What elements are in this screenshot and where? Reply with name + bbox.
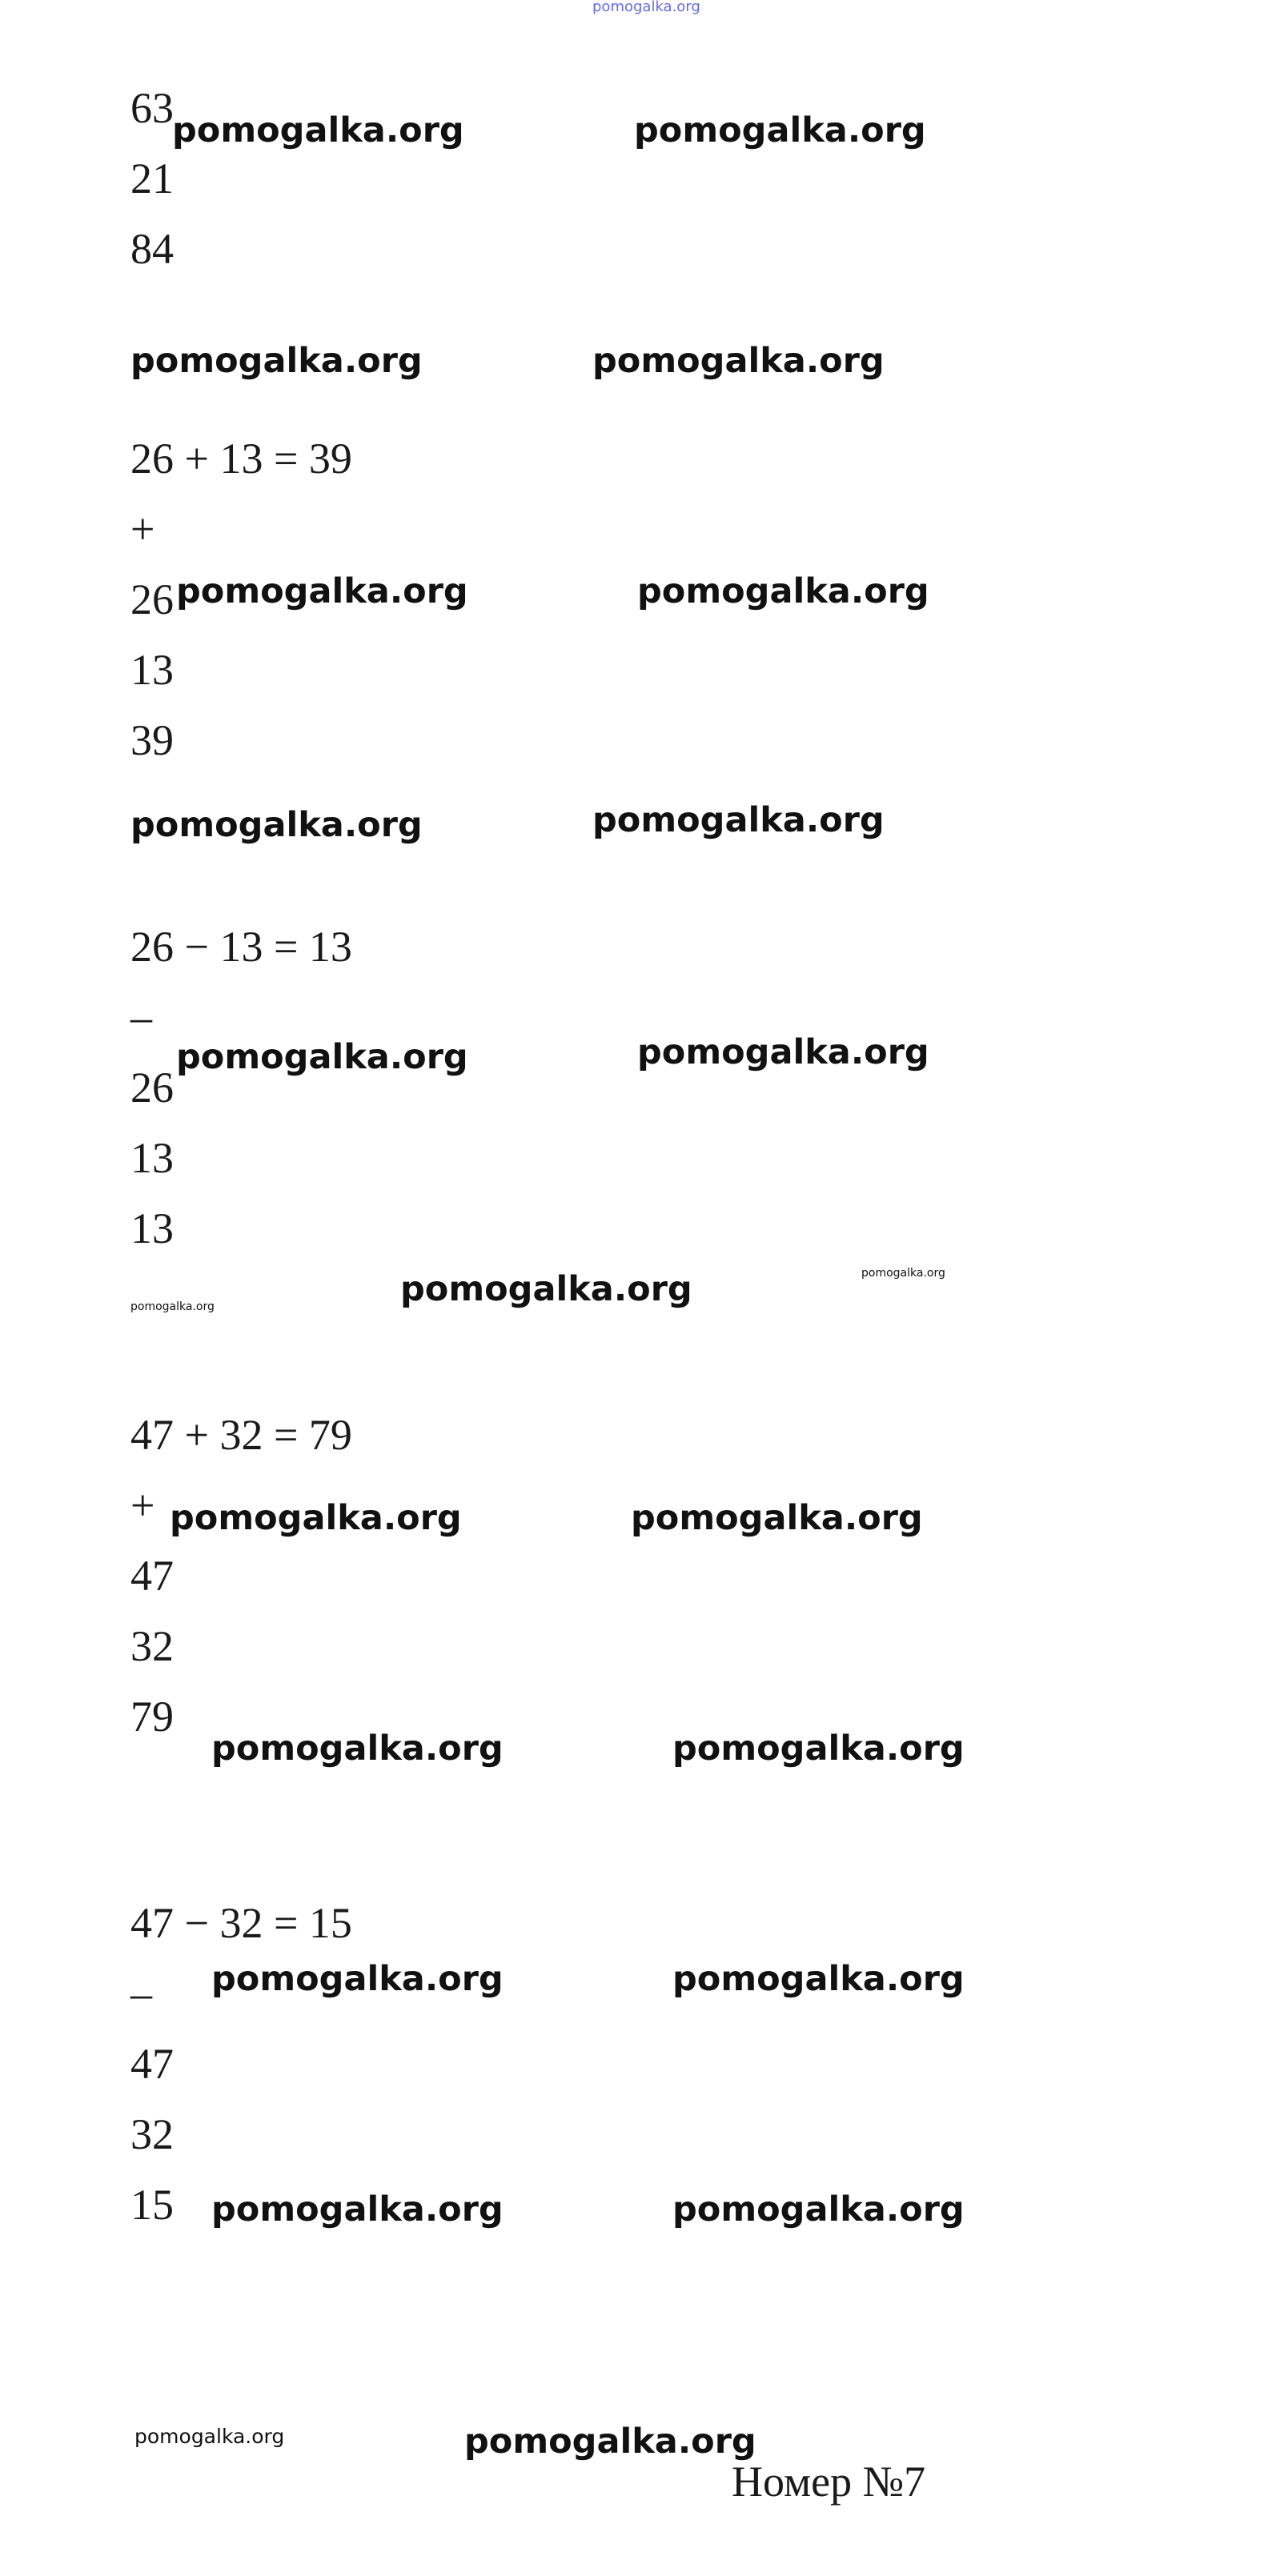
block2-operand-a: 26 xyxy=(130,575,174,623)
watermark: pomogalka.org xyxy=(631,1498,923,1538)
block1-line3: 84 xyxy=(130,225,174,273)
block3-operand-a: 26 xyxy=(130,1064,174,1112)
watermark: pomogalka.org xyxy=(634,110,926,150)
block4-operand-a: 47 xyxy=(130,1552,174,1600)
block4-operand-b: 32 xyxy=(130,1622,174,1670)
block3-operand-b: 13 xyxy=(130,1134,174,1182)
watermark: pomogalka.org xyxy=(592,341,885,381)
watermark: pomogalka.org xyxy=(672,2189,965,2229)
block2-result: 39 xyxy=(130,716,174,764)
block2-equation: 26 + 13 = 39 xyxy=(130,435,352,483)
block3-equation: 26 − 13 = 13 xyxy=(130,923,352,971)
watermark: pomogalka.org xyxy=(211,1959,504,1999)
block2-operand-b: 13 xyxy=(130,646,174,694)
block4-sign: + xyxy=(130,1481,155,1529)
block5-operand-b: 32 xyxy=(130,2110,174,2158)
block5-result: 15 xyxy=(130,2181,174,2229)
watermark: pomogalka.org xyxy=(130,805,423,845)
block5-sign: – xyxy=(130,1969,152,2017)
watermark: pomogalka.org xyxy=(172,110,464,150)
watermark: pomogalka.org xyxy=(400,1269,692,1309)
watermark-small: pomogalka.org xyxy=(130,1300,215,1313)
watermark-small: pomogalka.org xyxy=(861,1267,945,1280)
watermark: pomogalka.org xyxy=(176,571,468,611)
watermark: pomogalka.org xyxy=(170,1498,462,1538)
watermark: pomogalka.org xyxy=(592,800,885,840)
block1-line1: 63 xyxy=(130,84,174,132)
watermark: pomogalka.org xyxy=(637,1032,929,1072)
block1-line2: 21 xyxy=(130,154,174,202)
watermark: pomogalka.org xyxy=(637,571,929,611)
watermark: pomogalka.org xyxy=(211,2189,504,2229)
block4-equation: 47 + 32 = 79 xyxy=(130,1411,352,1459)
block2-sign: + xyxy=(130,505,155,553)
watermark-medium: pomogalka.org xyxy=(134,2425,285,2448)
watermark: pomogalka.org xyxy=(130,341,423,381)
block5-operand-a: 47 xyxy=(130,2040,174,2088)
top-watermark: pomogalka.org xyxy=(592,0,700,15)
next-exercise-heading: Номер №7 xyxy=(732,2458,926,2506)
watermark: pomogalka.org xyxy=(176,1037,468,1077)
watermark: pomogalka.org xyxy=(672,1729,965,1769)
block3-sign: – xyxy=(130,993,152,1041)
watermark: pomogalka.org xyxy=(464,2422,756,2462)
watermark: pomogalka.org xyxy=(672,1959,965,1999)
watermark: pomogalka.org xyxy=(211,1729,504,1769)
block3-result: 13 xyxy=(130,1204,174,1252)
block5-equation: 47 − 32 = 15 xyxy=(130,1899,352,1947)
block4-result: 79 xyxy=(130,1693,174,1741)
